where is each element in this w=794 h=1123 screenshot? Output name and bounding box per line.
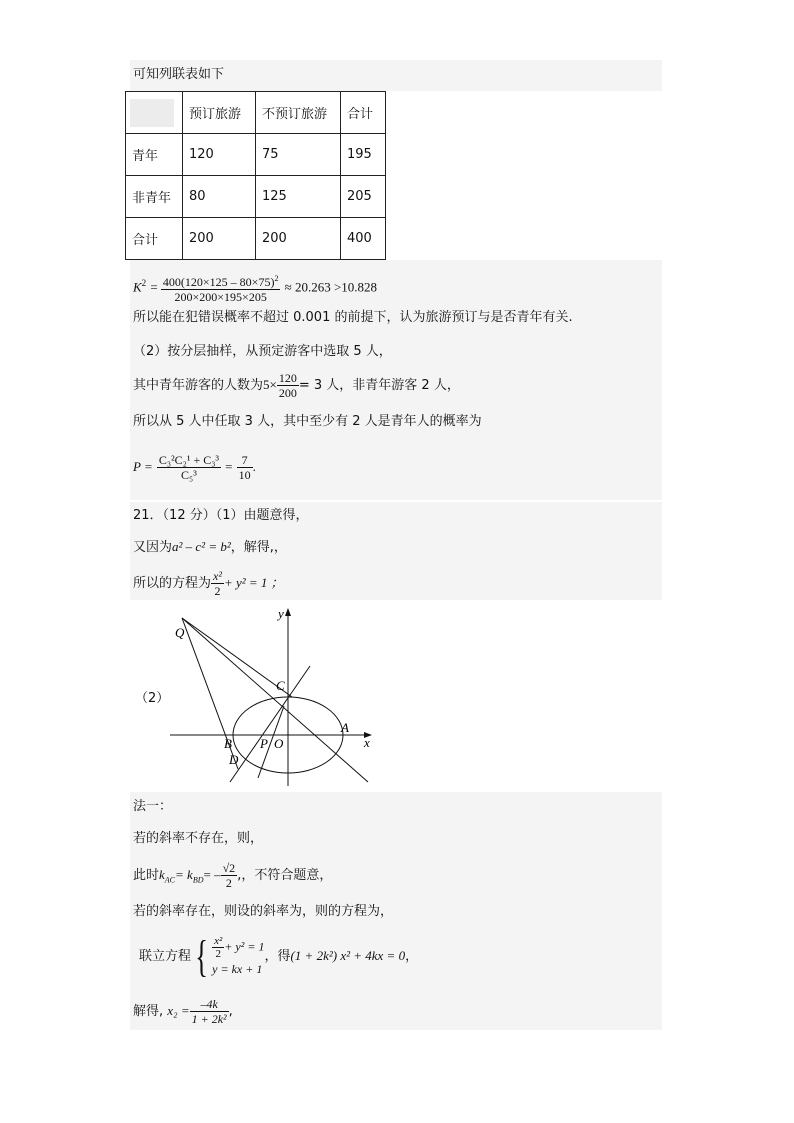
label-a: A xyxy=(341,720,349,735)
ratio-fraction xyxy=(277,371,299,400)
prob-result-numerator: 7 xyxy=(237,453,253,468)
line-dc xyxy=(230,666,310,782)
ratio-numerator: 120 xyxy=(278,371,297,385)
label-x: x xyxy=(364,735,370,750)
table-cell: 200 xyxy=(256,218,341,260)
table-cell: 205 xyxy=(341,176,386,218)
prob-fraction xyxy=(157,453,221,482)
q21-line2-suffix: ，解得,， xyxy=(230,540,287,555)
table-corner-cell xyxy=(126,92,183,134)
question-21-heading: 21．（12 分）（1）由题意得， xyxy=(133,508,309,523)
system-result: (1 + 2k²) x² + 4kx = 0 xyxy=(290,948,406,963)
table-row xyxy=(126,134,386,176)
table-row xyxy=(126,176,386,218)
system-eq2: y = kx + 1 xyxy=(212,962,263,976)
k2-denominator: 200×200×195×205 xyxy=(174,289,267,304)
q21-line3-prefix: 所以的方程为 xyxy=(133,576,212,591)
prob-end: . xyxy=(252,459,256,474)
label-o: O xyxy=(274,736,284,751)
label-b: B xyxy=(224,736,232,751)
slope-equals: = – xyxy=(203,867,221,882)
prob-numerator: C₃²C₂¹ + C₃³ xyxy=(158,453,219,467)
system-prefix: 联立方程 xyxy=(139,949,192,964)
slope-k-ac: k xyxy=(159,867,165,882)
table-row xyxy=(126,218,386,260)
table-cell: 80 xyxy=(183,176,256,218)
table-cell: 75 xyxy=(256,134,341,176)
solve-lhs: x₂ = xyxy=(167,1003,190,1018)
case-1: 若的斜率不存在，则， xyxy=(133,831,264,846)
label-d: D xyxy=(229,752,239,767)
ellipse-denominator: 2 xyxy=(214,584,221,598)
label-p: P xyxy=(260,736,268,751)
system-eq1-fraction xyxy=(212,935,224,960)
label-c: C xyxy=(276,678,285,693)
left-brace: { xyxy=(195,931,208,981)
table-header-cell: 合计 xyxy=(341,92,386,134)
table-cell: 青年 xyxy=(126,134,183,176)
prob-denominator: C₅³ xyxy=(181,468,197,482)
solve-fraction xyxy=(190,997,229,1026)
ellipse-fraction xyxy=(211,569,224,598)
system-eq1-denominator: 2 xyxy=(215,948,221,960)
table-header-row xyxy=(126,92,386,134)
system-equations xyxy=(212,935,264,978)
system-eq1-rest: + y² = 1 xyxy=(224,939,265,954)
case1-prefix: 此时 xyxy=(133,868,160,883)
slope-subscript-bd: BD xyxy=(192,875,204,885)
case1-suffix: ,，不符合题意， xyxy=(237,868,333,883)
q21-line2-prefix: 又因为 xyxy=(133,540,173,555)
contingency-table xyxy=(125,91,386,260)
sqrt2-denominator: 2 xyxy=(225,876,232,890)
table-cell: 400 xyxy=(341,218,386,260)
k2-fraction: $\frac{400(120\times 125 - 80\times 75)^2}{200\times 200\times 195\times 205}$ xyxy=(162,273,279,304)
table-header-cell: 不预订旅游 xyxy=(256,92,341,134)
slope-k-bd: = k xyxy=(175,867,193,882)
table-cell: 200 xyxy=(183,218,256,260)
intro-text: 可知列联表如下 xyxy=(133,67,225,82)
part2-line2-prefix: 其中青年游客的人数为 xyxy=(133,378,264,393)
table-header-cell: 预订旅游 xyxy=(183,92,256,134)
prob-result-fraction xyxy=(237,453,253,482)
line-qa xyxy=(182,618,368,782)
table-cell: 合计 xyxy=(126,218,183,260)
solve-end: , xyxy=(228,1004,233,1019)
system-mid: ，得 xyxy=(264,949,291,964)
label-q: Q xyxy=(175,625,185,640)
system-end: ， xyxy=(405,949,419,964)
q21-line-2 xyxy=(133,538,287,557)
solve-line xyxy=(133,994,233,1029)
slope-subscript-ac: AC xyxy=(164,875,176,885)
table-cell: 非青年 xyxy=(126,176,183,218)
solve-prefix: 解得, xyxy=(133,1004,164,1019)
case-1-line-2 xyxy=(133,855,332,901)
case-2: 若的斜率存在，则设的斜率为，则的方程为， xyxy=(133,904,394,919)
prob-lhs: P = xyxy=(133,459,153,474)
table-cell: 125 xyxy=(256,176,341,218)
k2-result: ≈ 20.263 >10.828 xyxy=(284,279,378,295)
q21-line-3 xyxy=(133,566,284,601)
part2-line-3: 所以从 5 人中任取 3 人，其中至少有 2 人是青年人的概率为 xyxy=(133,414,482,429)
table-cell: 195 xyxy=(341,134,386,176)
prob-result-denominator: 10 xyxy=(238,468,251,482)
table-cell: 120 xyxy=(183,134,256,176)
method-1-heading: 法一： xyxy=(133,799,173,814)
q21-line3-suffix: + y² = 1 ； xyxy=(223,575,284,590)
k2-formula: $K^2$ = $\frac{400(120\times 125 - 80\times 75)^2}{200\times 200\times 195\times 205}$ ≈ 20.263 >10.828 xyxy=(133,273,378,304)
solve-denominator: 1 + 2k² xyxy=(191,1012,227,1026)
part2-line-2 xyxy=(133,368,460,403)
ellipse-numerator: x² xyxy=(213,569,222,583)
k2-numerator: 400(120×125 – 80×75) xyxy=(162,274,275,289)
sqrt2-numerator: √2 xyxy=(222,861,236,875)
part2-line2-mult: 5× xyxy=(263,377,277,392)
ratio-denominator: 200 xyxy=(278,386,297,400)
q21-line2-equation: a² – c² = b² xyxy=(172,539,231,554)
system-of-equations xyxy=(139,930,418,983)
part2-line2-suffix: = 3 人，非青年游客 2 人， xyxy=(298,378,460,393)
sqrt2-fraction xyxy=(221,861,238,890)
solve-numerator: –4k xyxy=(190,997,229,1012)
part2-intro: （2）按分层抽样，从预定游客中选取 5 人， xyxy=(133,344,392,359)
probability-formula xyxy=(133,448,256,487)
k2-lhs: K xyxy=(133,279,142,295)
conclusion-1: 所以能在犯错误概率不超过 0.001 的前提下，认为旅游预订与是否青年有关. xyxy=(133,310,573,325)
part2-label: （2） xyxy=(135,691,170,706)
ellipse-figure xyxy=(168,606,374,789)
system-eq1-numerator: x² xyxy=(214,935,223,947)
prob-equals: = xyxy=(225,459,233,474)
label-y: y xyxy=(278,606,284,621)
y-axis-arrow xyxy=(285,608,291,616)
